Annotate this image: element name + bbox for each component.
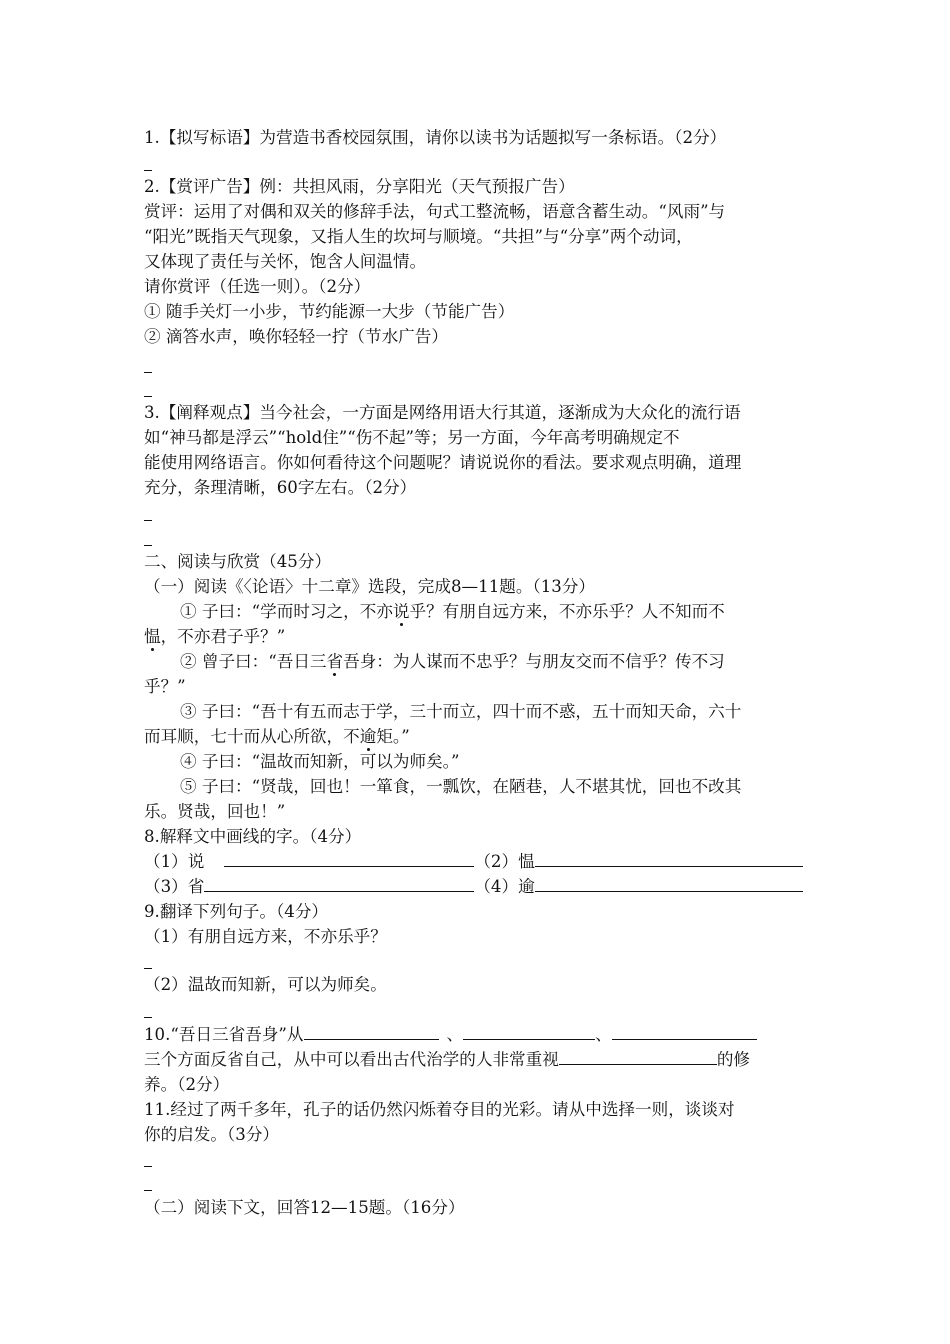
question-3: 能使用网络语言。你如何看待这个问题呢？请说说你的看法。要求观点明确，道理 xyxy=(144,453,742,472)
question-2-analysis: 赏评：运用了对偶和双关的修辞手法，句式工整流畅，语意含蓄生动。“风雨”与 xyxy=(144,202,726,221)
passage-paragraph: ③ 子曰：“吾十有五而志于学，三十而立，四十而不惑，五十而知天命，六十 xyxy=(180,702,742,721)
subsection-heading: （二）阅读下文，回答12—15题。（16分） xyxy=(144,1198,465,1217)
question-1: 1.【拟写标语】为营造书香校园氛围，请你以读书为话题拟写一条标语。（2分） xyxy=(144,128,727,147)
question-3: 如“神马都是浮云”“hold住”“伤不起”等；另一方面，今年高考明确规定不 xyxy=(144,428,680,447)
underlined-char: 愠 xyxy=(144,627,161,646)
answer-line xyxy=(144,396,152,397)
passage-paragraph: ⑤ 子曰：“贤哉，回也！一箪食，一瓢饮，在陋巷，人不堪其忧，回也不改其 xyxy=(180,777,742,796)
passage-paragraph: ② 曾子曰：“吾日三省吾身：为人谋而不忠乎？与朋友交而不信乎？传不习 xyxy=(180,652,725,671)
question-8-row: （1）说 （2）愠 xyxy=(144,850,803,874)
question-3: 充分，条理清晰，60字左右。（2分） xyxy=(144,478,417,497)
answer-line xyxy=(144,520,152,521)
question-3: 3.【阐释观点】当今社会，一方面是网络用语大行其道，逐渐成为大众化的流行语 xyxy=(144,403,741,422)
answer-line xyxy=(144,1166,152,1167)
question-2-option: ① 随手关灯一小步，节约能源一大步（节能广告） xyxy=(144,302,515,321)
question-2-analysis: 又体现了责任与关怀，饱含人间温情。 xyxy=(144,252,427,271)
answer-blank[interactable] xyxy=(535,875,803,892)
underlined-char: 说 xyxy=(392,602,410,621)
subsection-heading: （一）阅读《〈论语〉十二章》选段，完成8—11题。（13分） xyxy=(144,577,596,596)
question-9-title: 9.翻译下列句子。（4分） xyxy=(144,902,329,921)
question-8-title: 8.解释文中画线的字。（4分） xyxy=(144,827,362,846)
question-2-option: ② 滴答水声，唤你轻轻一拧（节水广告） xyxy=(144,327,448,346)
passage-paragraph: 而耳顺，七十而从心所欲，不逾矩。” xyxy=(144,727,410,746)
question-9-sentence: （2）温故而知新，可以为师矣。 xyxy=(144,975,387,994)
question-2-title: 2.【赏评广告】例：共担风雨，分享阳光（天气预报广告） xyxy=(144,177,575,196)
question-2-analysis: “阳光”既指天气现象，又指人生的坎坷与顺境。“共担”与“分享”两个动词， xyxy=(144,227,693,246)
answer-line xyxy=(144,170,152,171)
answer-blank[interactable] xyxy=(612,1023,757,1040)
passage-paragraph: 乎？” xyxy=(144,677,186,696)
question-11: 11.经过了两千多年，孔子的话仍然闪烁着夺目的光彩。请从中选择一则，谈谈对 xyxy=(144,1100,735,1119)
question-11: 你的启发。（3分） xyxy=(144,1125,280,1144)
passage-paragraph: ① 子曰：“学而时习之，不亦说乎？有朋自远方来，不亦乐乎？人不知而不 xyxy=(180,602,725,621)
passage-paragraph: 愠，不亦君子乎？” xyxy=(144,627,286,646)
question-10: 三个方面反省自己，从中可以看出古代治学的人非常重视 的修 xyxy=(144,1050,751,1069)
section-heading: 二、阅读与欣赏（45分） xyxy=(144,552,332,571)
answer-line xyxy=(144,545,152,546)
answer-line xyxy=(144,1190,152,1191)
passage-paragraph: ④ 子曰：“温故而知新，可以为师矣。” xyxy=(180,752,460,771)
answer-blank[interactable] xyxy=(463,1023,595,1040)
question-10: 10.“吾日三省吾身”从 、 、 xyxy=(144,1023,757,1047)
question-9-sentence: （1）有朋自远方来，不亦乐乎？ xyxy=(144,927,387,946)
question-2-prompt: 请你赏评（任选一则）。（2分） xyxy=(144,277,371,296)
answer-blank[interactable] xyxy=(559,1048,717,1065)
question-8-row: （3）省 （4）逾 xyxy=(144,875,803,899)
underlined-char: 逾 xyxy=(359,727,377,746)
answer-blank[interactable] xyxy=(304,1023,439,1040)
answer-blank[interactable] xyxy=(535,850,803,867)
underlined-char: 省 xyxy=(326,652,344,671)
passage-paragraph: 乐。贤哉，回也！” xyxy=(144,802,286,821)
answer-blank[interactable] xyxy=(204,875,474,892)
answer-line xyxy=(144,968,152,969)
answer-line xyxy=(144,1017,152,1018)
question-10: 养。（2分） xyxy=(144,1075,230,1094)
answer-blank[interactable] xyxy=(224,850,474,867)
answer-line xyxy=(144,372,152,373)
